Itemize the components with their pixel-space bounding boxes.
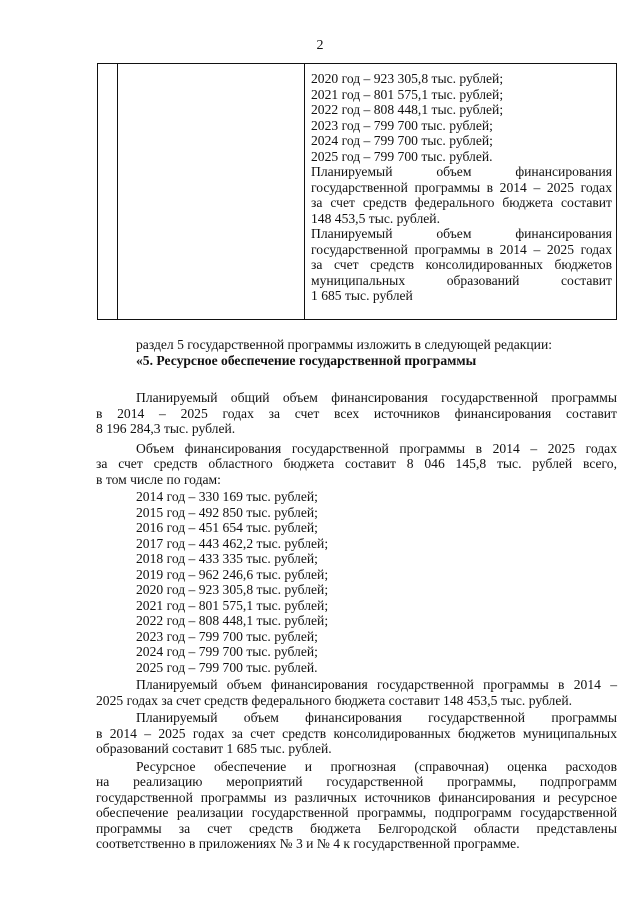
paragraph-line: Ресурсное обеспечение и прогнозная (справочная) оценка расходов [136, 758, 617, 774]
paragraph-line: в том числе по годам: [96, 471, 221, 487]
paragraph-line: Объем финансирования государственной программы в 2014 – 2025 годах [136, 440, 617, 456]
year-list [96, 489, 617, 675]
table-line: 2022 год – 808 448,1 тыс. рублей; [311, 102, 504, 117]
paragraph-line: Планируемый объем финансирования государственной программы в 2014 – [136, 677, 617, 692]
paragraph-line: за счет средств областного бюджета составит 8 046 145,8 тыс. рублей всего, [96, 456, 617, 471]
municipal-line: государственной программы в 2014 – 2025 годах [311, 241, 612, 257]
federal-line: за счет средств федерального бюджета составит [311, 195, 612, 210]
paragraph-resources [96, 759, 617, 852]
table-line: 2021 год – 801 575,1 тыс. рублей; [311, 86, 504, 102]
paragraph-line: 8 196 284,3 тыс. рублей. [96, 421, 236, 436]
paragraph-line: в 2014 – 2025 годах за счет средств консолидированных бюджетов муниципальных [96, 725, 617, 741]
federal-line: 148 453,5 тыс. рублей. [311, 210, 440, 226]
section-heading: «5. Ресурсное обеспечение государственной программы [136, 352, 477, 368]
table-cell-empty-1 [98, 64, 118, 320]
table-line: 2025 год – 799 700 тыс. рублей. [311, 148, 493, 164]
year-item: 2016 год – 451 654 тыс. рублей; [136, 520, 318, 535]
paragraph-line: программы за счет средств бюджета Белгородской области представлены [96, 820, 617, 836]
year-item: 2022 год – 808 448,1 тыс. рублей; [136, 613, 329, 628]
table-line: 2024 год – 799 700 тыс. рублей; [311, 133, 493, 148]
municipal-line: 1 685 тыс. рублей [311, 288, 413, 303]
year-item: 2021 год – 801 575,1 тыс. рублей; [136, 597, 329, 613]
table-cell-empty-2 [118, 64, 305, 320]
municipal-line: Планируемый объем финансирования [311, 226, 612, 241]
paragraph-line: на реализацию мероприятий государственной программы, подпрограмм [96, 774, 617, 789]
table-cell-funding [305, 64, 617, 320]
year-item: 2023 год – 799 700 тыс. рублей; [136, 628, 318, 644]
paragraph-federal [96, 677, 617, 708]
paragraph-line: обеспечение реализации государственной программы, подпрограмм государственной [96, 805, 617, 820]
paragraph-line: Планируемый объем финансирования государственной программы [136, 710, 617, 725]
year-item: 2020 год – 923 305,8 тыс. рублей; [136, 582, 329, 597]
table-line: 2020 год – 923 305,8 тыс. рублей; [311, 71, 504, 86]
municipal-line: муниципальных образований составит [311, 272, 612, 288]
paragraph-line: в 2014 – 2025 годах за счет всех источников финансирования составит [96, 405, 617, 421]
intro-line: раздел 5 государственной программы изложить в следующей редакции: [136, 337, 553, 352]
page-number: 2 [316, 38, 324, 53]
year-item: 2015 год – 492 850 тыс. рублей; [136, 504, 318, 520]
paragraph-regional [96, 441, 617, 488]
paragraph-line: образований составит 1 685 тыс. рублей. [96, 741, 332, 756]
table-line: 2023 год – 799 700 тыс. рублей; [311, 117, 493, 133]
year-item: 2017 год – 443 462,2 тыс. рублей; [136, 535, 329, 551]
municipal-line: за счет средств консолидированных бюджетов [311, 257, 612, 272]
document-body [96, 337, 617, 852]
year-item: 2014 год – 330 169 тыс. рублей; [136, 489, 318, 504]
year-item: 2025 год – 799 700 тыс. рублей. [136, 659, 318, 675]
year-item: 2024 год – 799 700 тыс. рублей; [136, 644, 318, 659]
paragraph-line: государственной программы из различных источников финансирования и ресурсное [96, 789, 617, 805]
paragraph-total [96, 390, 617, 437]
year-item: 2019 год – 962 246,6 тыс. рублей; [136, 566, 329, 582]
paragraph-line: Планируемый общий объем финансирования государственной программы [136, 390, 617, 405]
paragraph-line: соответственно в приложениях № 3 и № 4 к государственной программе. [96, 836, 520, 851]
federal-line: государственной программы в 2014 – 2025 годах [311, 179, 612, 195]
year-item: 2018 год – 433 335 тыс. рублей; [136, 551, 318, 566]
paragraph-line: 2025 годах за счет средств федерального бюджета составит 148 453,5 тыс. рублей. [96, 692, 573, 708]
federal-line: Планируемый объем финансирования [311, 164, 612, 179]
passport-table [97, 63, 617, 320]
paragraph-municipal [96, 710, 617, 757]
